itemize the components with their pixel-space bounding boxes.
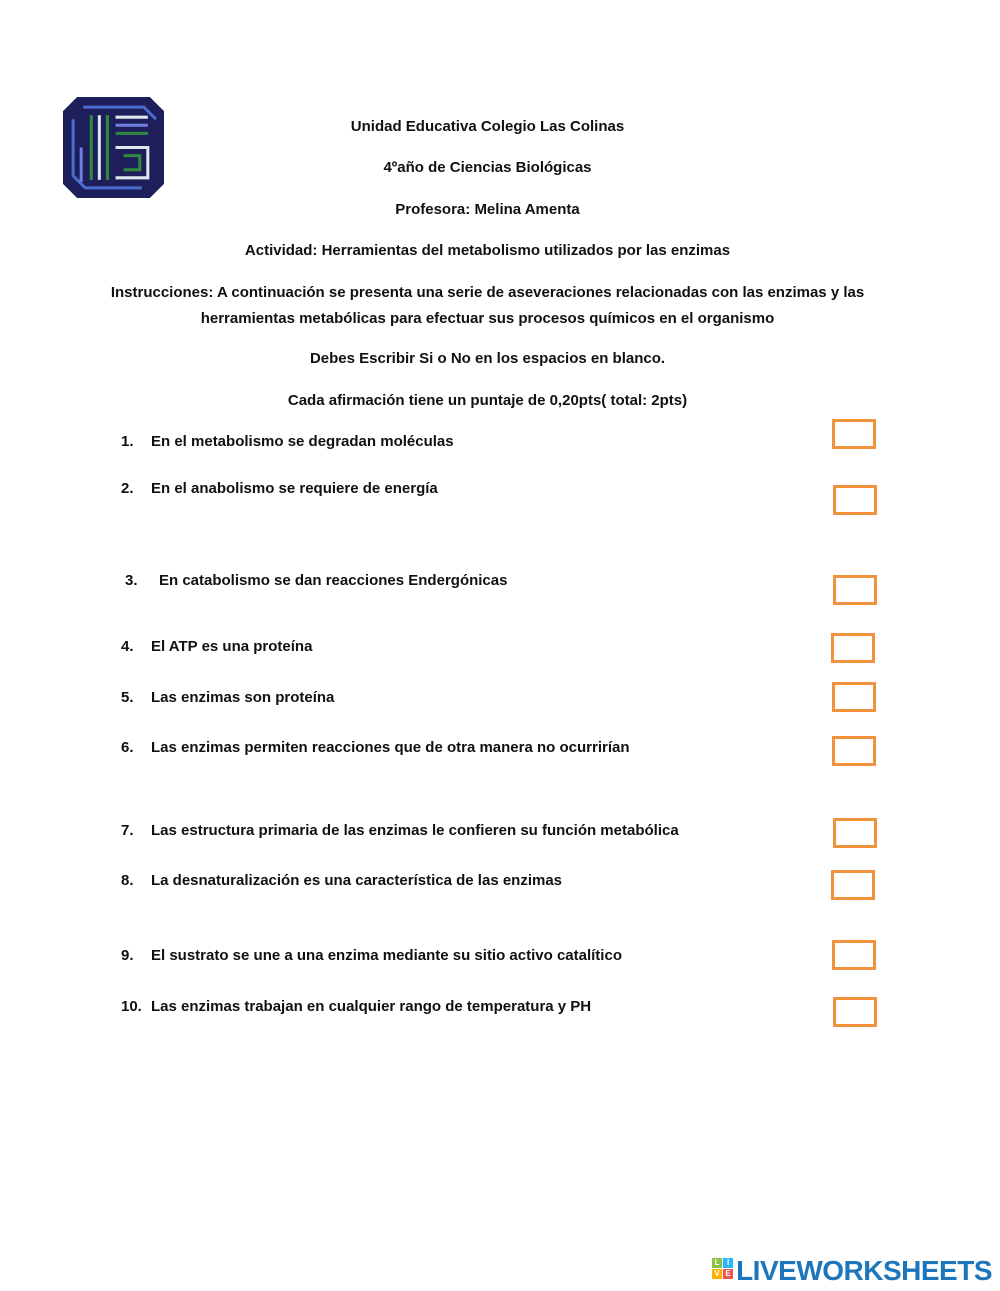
answer-box-3[interactable] — [833, 575, 877, 605]
question-text: En el metabolismo se degradan moléculas — [151, 433, 454, 450]
directive-text: Debes Escribir Si o No en los espacios en blanco. — [309, 350, 666, 367]
question-text: Las enzimas trabajan en cualquier rango de temperatura y PH — [151, 998, 592, 1015]
question-item-8 — [121, 871, 562, 891]
question-number: 10. — [121, 998, 142, 1015]
liveworksheets-wordmark: LIVEWORKSHEETS — [736, 1255, 992, 1286]
liveworksheets-brand[interactable] — [712, 1256, 992, 1286]
question-text: El sustrato se une a una enzima mediante su sitio activo catalítico — [151, 947, 622, 964]
question-item-1 — [121, 432, 454, 452]
liveworksheets-logo-icon — [712, 1258, 733, 1285]
answer-box-5[interactable] — [832, 682, 876, 712]
question-item-2 — [121, 479, 438, 499]
question-text: En el anabolismo se requiere de energía — [151, 480, 438, 497]
question-number: 4. — [121, 638, 134, 655]
answer-box-2[interactable] — [833, 485, 877, 515]
question-item-6 — [121, 738, 630, 758]
question-item-9 — [121, 946, 622, 966]
school-name: Unidad Educativa Colegio Las Colinas — [350, 118, 625, 135]
activity-title: Actividad: Herramientas del metabolismo utilizados por las enzimas — [244, 242, 731, 259]
answer-box-7[interactable] — [833, 818, 877, 848]
question-text: Las enzimas son proteína — [151, 689, 335, 706]
answer-box-1[interactable] — [832, 419, 876, 449]
question-number: 9. — [121, 947, 134, 964]
brand-icon-letter: V — [712, 1269, 722, 1279]
answer-box-9[interactable] — [832, 940, 876, 970]
brand-icon-letter: E — [723, 1269, 733, 1279]
question-item-10 — [121, 997, 591, 1017]
answer-box-6[interactable] — [832, 736, 876, 766]
question-item-3 — [125, 571, 507, 591]
brand-icon-letter: L — [712, 1258, 722, 1268]
instructions-text: Instrucciones: A continuación se presenta una serie de aseveraciones relacionadas con las enzimas y las herramientas metabólicas para efectuar sus procesos químicos en el organismo — [110, 284, 865, 327]
question-number: 8. — [121, 872, 134, 889]
teacher-line: Profesora: Melina Amenta — [395, 201, 580, 218]
answer-box-10[interactable] — [833, 997, 877, 1027]
school-logo — [63, 97, 164, 198]
grade-line: 4ºaño de Ciencias Biológicas — [383, 159, 592, 176]
question-number: 3. — [125, 572, 138, 589]
brand-icon-letter: I — [723, 1258, 733, 1268]
question-number: 7. — [121, 822, 134, 839]
question-text: Las estructura primaria de las enzimas le confieren su función metabólica — [151, 822, 679, 839]
question-item-7 — [121, 821, 679, 841]
question-text: En catabolismo se dan reacciones Endergónicas — [159, 572, 508, 589]
scoring-text: Cada afirmación tiene un puntaje de 0,20pts( total: 2pts) — [287, 392, 688, 409]
question-text: El ATP es una proteína — [151, 638, 313, 655]
question-number: 5. — [121, 689, 134, 706]
question-number: 6. — [121, 739, 134, 756]
question-item-4 — [121, 637, 312, 657]
question-number: 2. — [121, 480, 134, 497]
question-text: Las enzimas permiten reacciones que de otra manera no ocurrirían — [151, 739, 630, 756]
answer-box-4[interactable] — [831, 633, 875, 663]
question-item-5 — [121, 688, 334, 708]
question-number: 1. — [121, 433, 134, 450]
answer-box-8[interactable] — [831, 870, 875, 900]
question-text: La desnaturalización es una característica de las enzimas — [151, 872, 563, 889]
